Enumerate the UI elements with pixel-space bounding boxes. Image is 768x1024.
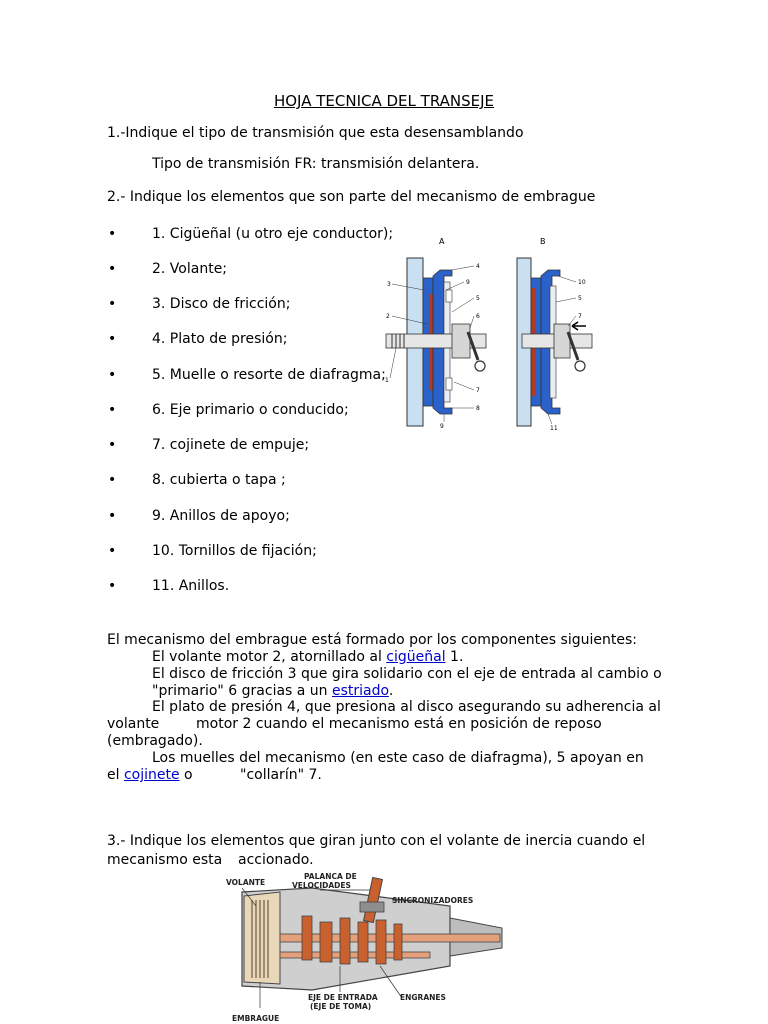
diagram-label-b: B <box>540 237 546 246</box>
bullet: • <box>108 578 117 594</box>
description-line: Los muelles del mecanismo (en este caso de diafragma), 5 apoyan en <box>152 750 644 766</box>
callout: 9 <box>466 279 470 286</box>
description-line: volante <box>107 716 160 732</box>
transmission-diagram <box>220 866 515 1024</box>
callout: 4 <box>476 263 480 270</box>
bullet: • <box>108 472 117 488</box>
callout: 9 <box>440 423 444 430</box>
callout: 7 <box>476 387 480 394</box>
list-item: 6. Eje primario o conducido; <box>152 402 349 418</box>
callout: 6 <box>476 313 480 320</box>
callout: 11 <box>550 425 558 432</box>
callout: 10 <box>578 279 586 286</box>
label-sincronizadores: SINCRONIZADORES <box>392 896 474 905</box>
bullet: • <box>108 296 117 312</box>
callout: 1 <box>385 377 389 384</box>
bullet: • <box>108 437 117 453</box>
label-eje-entrada: EJE DE ENTRADA <box>308 993 378 1002</box>
link-ciguenal[interactable]: cigüeñal <box>386 649 446 665</box>
list-item: 7. cojinete de empuje; <box>152 437 310 453</box>
bullet: • <box>108 226 117 242</box>
label-palanca-1: PALANCA DE <box>304 872 357 881</box>
list-item: 9. Anillos de apoyo; <box>152 508 290 524</box>
callout: 3 <box>387 281 391 288</box>
callout: 5 <box>476 295 480 302</box>
label-engranes: ENGRANES <box>400 993 446 1002</box>
bullet: • <box>108 402 117 418</box>
clutch-mechanism-diagram <box>382 232 602 432</box>
question-2: 2.- Indique los elementos que son parte del mecanismo de embrague <box>107 189 596 205</box>
description-line: "collarín" 7. <box>240 767 322 783</box>
link-estriado[interactable]: estriado <box>332 683 389 699</box>
description-line: El disco de fricción 3 que gira solidario con el eje de entrada al cambio o <box>152 666 662 682</box>
question-3-line-2b: accionado. <box>238 852 314 868</box>
description-line: "primario" 6 gracias a un estriado. <box>152 683 394 699</box>
bullet: • <box>108 543 117 559</box>
page-title: HOJA TECNICA DEL TRANSEJE <box>273 92 495 110</box>
list-item: 4. Plato de presión; <box>152 331 288 347</box>
callout: 8 <box>476 405 480 412</box>
label-eje-toma: (EJE DE TOMA) <box>310 1002 372 1011</box>
question-3: 3.- Indique los elementos que giran junto con el volante de inercia cuando el <box>107 833 646 849</box>
label-embrague: EMBRAGUE <box>232 1014 280 1023</box>
callout: 5 <box>578 295 582 302</box>
list-item: 11. Anillos. <box>152 578 230 594</box>
description-intro: El mecanismo del embrague está formado por los componentes siguientes: <box>107 632 637 648</box>
label-volante: VOLANTE <box>226 878 266 887</box>
description-line: el cojinete o <box>107 767 193 783</box>
diagram-label-a: A <box>439 237 445 246</box>
question-1: 1.-Indique el tipo de transmisión que esta desensamblando <box>107 125 524 141</box>
question-3-line-2: mecanismo esta <box>107 852 223 868</box>
list-item: 8. cubierta o tapa ; <box>152 472 286 488</box>
list-item: 3. Disco de fricción; <box>152 296 291 312</box>
list-item: 10. Tornillos de fijación; <box>152 543 317 559</box>
list-item: 2. Volante; <box>152 261 228 277</box>
label-palanca-2: VELOCIDADES <box>292 881 351 890</box>
description-line: motor 2 cuando el mecanismo está en posición de reposo <box>196 716 602 732</box>
description-line: (embragado). <box>107 733 203 749</box>
list-item: 5. Muelle o resorte de diafragma; <box>152 367 386 383</box>
list-item: 1. Cigüeñal (u otro eje conductor); <box>152 226 394 242</box>
description-line: El volante motor 2, atornillado al cigüeñal 1. <box>152 649 464 665</box>
description-line: El plato de presión 4, que presiona al disco asegurando su adherencia al <box>152 699 661 715</box>
answer-1: Tipo de transmisión FR: transmisión delantera. <box>152 156 480 172</box>
bullet: • <box>108 261 117 277</box>
bullet: • <box>108 331 117 347</box>
link-cojinete[interactable]: cojinete <box>123 767 180 783</box>
callout: 2 <box>386 313 390 320</box>
bullet: • <box>108 367 117 383</box>
callout: 7 <box>578 313 582 320</box>
bullet: • <box>108 508 117 524</box>
